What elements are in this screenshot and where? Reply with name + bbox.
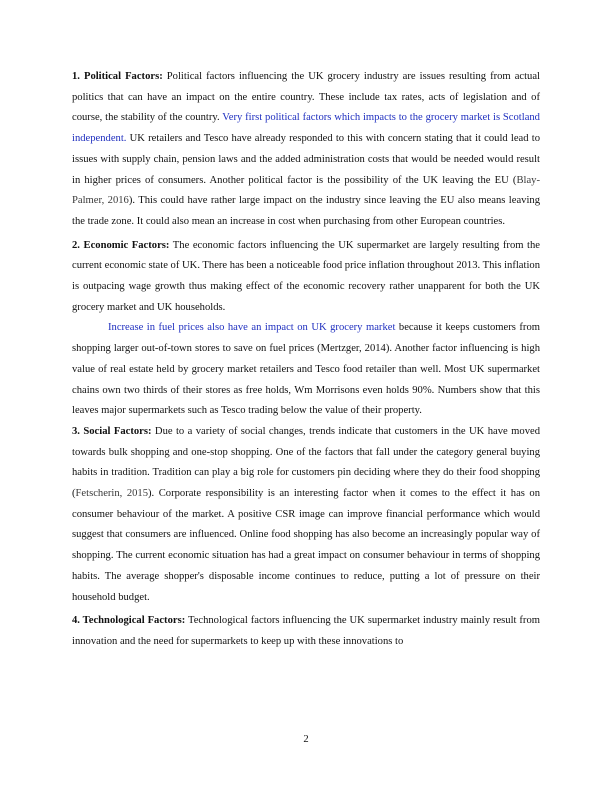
political-factors-paragraph bbox=[72, 67, 540, 233]
economic-text-2: because it keeps customers from shopping larger out-of-town stores to save on fuel prices (Mertzger, 2014). Another factor influencing is high value of real estate held by grocery market retailers and Tesco food retailer than well. Most UK supermarket chains own two thirds of their stores as free holds, Wm Morrisons even holds 90%. Numbers show that this leaves major supermarkets such as Tesco trading below the value of their property. bbox=[72, 322, 540, 417]
political-text-2: UK retailers and Tesco have already responded to this with concern stating that it could lead to issues with supply chain, pension laws and the added administration costs that would be needed would result in higher prices of consumers. Another political factor is the possibility of the UK leaving the EU ( bbox=[72, 133, 540, 186]
political-text-3: ). This could have rather large impact on the industry since leaving the EU also means leaving the trade zone. It could also mean an increase in cost when purchasing from other European countries. bbox=[72, 195, 540, 227]
social-factors-heading: 3. Social Factors: bbox=[72, 425, 152, 437]
economic-factors-heading: 2. Economic Factors: bbox=[72, 239, 170, 251]
technological-factors-heading: 4. Technological Factors: bbox=[72, 615, 186, 627]
social-text-1: Due to a variety of social changes, trends indicate that customers in the UK have moved towards bulk shopping and one-stop shopping. One of the factors that fall under the category general buying habits in tradition. Tradition can play a big role for customers pin deciding where they do their food shopping ( bbox=[72, 425, 540, 500]
political-text-1: Political factors influencing the UK grocery industry are issues resulting from actual politics that can have an impact on the entire country. These include tax rates, acts of legislation and of course, the stability of the country. bbox=[72, 71, 540, 124]
economic-text-1: The economic factors influencing the UK supermarket are largely resulting from the current economic state of UK. There has been a noticeable food price inflation throughout 2013. This inflation is outpacing wage growth thus making effect of the economic recovery rather unapparent for both the UK grocery market and UK households. bbox=[72, 239, 540, 313]
document-body bbox=[72, 67, 540, 653]
economic-highlight: Increase in fuel prices also have an impact on UK grocery market bbox=[108, 322, 396, 334]
political-highlight: Very first political factors which impacts to the grocery market is Scotland independent. bbox=[72, 112, 540, 145]
economic-factors-continued-paragraph bbox=[72, 318, 540, 422]
social-text-2: ). Corporate responsibility is an interesting factor when it comes to the effect it has on consumer behaviour of the market. A positive CSR image can improve financial performance which would suggest that consumers are influenced. Online food shopping has also become an increasingly popular way of shopping. The current economic situation has had a great impact on consumer behaviour in terms of shopping habits. The average shopper's disposable income continues to reduce, putting a lot of pressure on their household budget. bbox=[72, 488, 540, 603]
page-number: 2 bbox=[303, 734, 309, 745]
political-citation: Blay-Palmer, 2016 bbox=[72, 174, 540, 207]
social-citation: Fetscherin, 2015 bbox=[75, 488, 149, 500]
political-factors-heading: 1. Political Factors: bbox=[72, 71, 163, 82]
technological-factors-paragraph bbox=[72, 611, 540, 652]
social-factors-paragraph bbox=[72, 422, 540, 608]
economic-factors-paragraph bbox=[72, 236, 540, 319]
technological-text-1: Technological factors influencing the UK supermarket industry mainly result from innovation and the need for supermarkets to keep up with these innovations to bbox=[72, 615, 540, 647]
